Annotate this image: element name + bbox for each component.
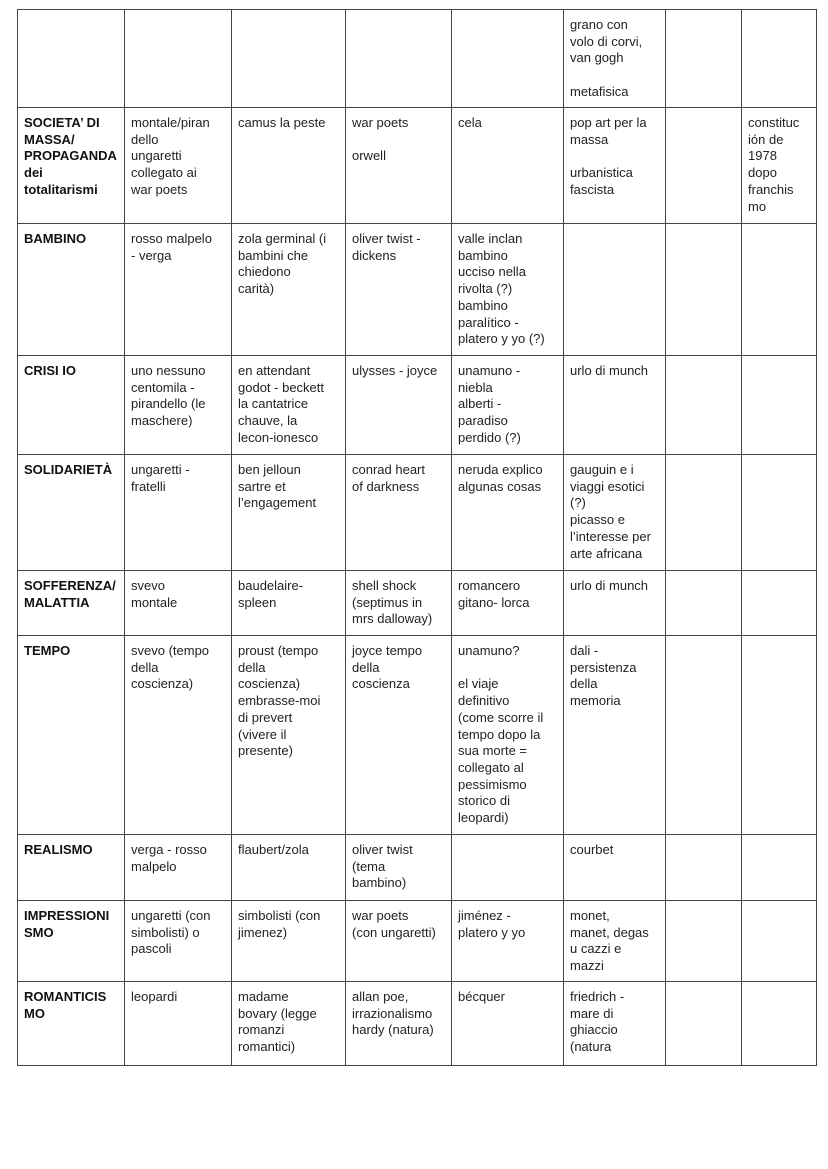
table-row [18,10,817,108]
table-cell: uno nessuno centomila - pirandello (le maschere) [125,356,232,455]
table-cell [125,10,232,108]
table-cell [346,10,452,108]
table-cell [232,10,346,108]
table-cell: allan poe, irrazionalismo hardy (natura) [346,982,452,1066]
table-cell: unamuno - niebla alberti - paradiso perdido (?) [452,356,564,455]
table-cell: bécquer [452,982,564,1066]
table-cell: dali - persistenza della memoria [564,636,666,835]
table-cell [742,835,817,901]
table-cell: flaubert/zola [232,835,346,901]
table-cell: en attendant godot - beckett la cantatrice chauve, la lecon-ionesco [232,356,346,455]
table-row [18,108,817,224]
table-cell: ungaretti (con simbolisti) o pascoli [125,901,232,982]
table-cell: joyce tempo della coscienza [346,636,452,835]
table-row [18,982,817,1066]
table-cell: shell shock (septimus in mrs dalloway) [346,571,452,636]
table-cell [666,108,742,224]
table-cell [666,356,742,455]
table-row [18,356,817,455]
table-cell: verga - rosso malpelo [125,835,232,901]
table-cell: ulysses - joyce [346,356,452,455]
table-cell: urlo di munch [564,356,666,455]
table-cell: baudelaire- spleen [232,571,346,636]
table-cell: courbet [564,835,666,901]
table-cell [564,224,666,356]
table-cell: gauguin e i viaggi esotici (?) picasso e l’interesse per arte africana [564,455,666,571]
table-row [18,224,817,356]
table-cell [666,901,742,982]
table-cell [452,10,564,108]
table-cell [742,356,817,455]
table-cell: romancero gitano- lorca [452,571,564,636]
topic-cell: SOCIETA’ DI MASSA/ PROPAGANDA dei totalitarismi [18,108,125,224]
topic-cell: ROMANTICIS MO [18,982,125,1066]
table-row [18,571,817,636]
table-body [18,10,817,1066]
table-cell: war poets orwell [346,108,452,224]
table-cell: montale/piran dello ungaretti collegato ai war poets [125,108,232,224]
table-cell [666,224,742,356]
table-cell [666,10,742,108]
topic-cell: IMPRESSIONI SMO [18,901,125,982]
table-cell: ungaretti - fratelli [125,455,232,571]
table-cell: svevo (tempo della coscienza) [125,636,232,835]
table-cell: leopardi [125,982,232,1066]
table-cell: jiménez - platero y yo [452,901,564,982]
table-cell: svevo montale [125,571,232,636]
table-cell: neruda explico algunas cosas [452,455,564,571]
table-row [18,455,817,571]
table-cell: zola germinal (i bambini che chiedono carità) [232,224,346,356]
table-cell [742,636,817,835]
table-cell: pop art per la massa urbanistica fascista [564,108,666,224]
table-cell [742,224,817,356]
topic-cell [18,10,125,108]
topics-table [17,9,817,1066]
table-row [18,901,817,982]
table-cell [666,982,742,1066]
table-row [18,636,817,835]
table-cell: constituc ión de 1978 dopo franchis mo [742,108,817,224]
topic-cell: SOFFERENZA/ MALATTIA [18,571,125,636]
topic-cell: BAMBINO [18,224,125,356]
table-cell: unamuno? el viaje definitivo (come scorre il tempo dopo la sua morte = collegato al pessimismo storico di leopardi) [452,636,564,835]
table-cell [666,636,742,835]
table-cell: conrad heart of darkness [346,455,452,571]
table-cell: cela [452,108,564,224]
table-row [18,835,817,901]
table-cell: grano con volo di corvi, van gogh metafisica [564,10,666,108]
table-cell: oliver twist (tema bambino) [346,835,452,901]
topic-cell: CRISI IO [18,356,125,455]
table-cell [742,982,817,1066]
table-cell [666,835,742,901]
table-cell: friedrich - mare di ghiaccio (natura [564,982,666,1066]
table-cell: ben jelloun sartre et l’engagement [232,455,346,571]
topic-cell: SOLIDARIETÀ [18,455,125,571]
table-cell [742,571,817,636]
table-cell: urlo di munch [564,571,666,636]
table-cell: camus la peste [232,108,346,224]
table-cell: valle inclan bambino ucciso nella rivolta (?) bambino paralítico - platero y yo (?) [452,224,564,356]
table-cell [742,901,817,982]
table-cell [666,571,742,636]
table-cell [666,455,742,571]
table-cell [452,835,564,901]
table-cell: war poets (con ungaretti) [346,901,452,982]
table-cell [742,10,817,108]
table-cell: madame bovary (legge romanzi romantici) [232,982,346,1066]
table-cell: oliver twist - dickens [346,224,452,356]
table-cell: rosso malpelo - verga [125,224,232,356]
table-cell [742,455,817,571]
topic-cell: TEMPO [18,636,125,835]
table-cell: proust (tempo della coscienza) embrasse-moi di prevert (vivere il presente) [232,636,346,835]
table-cell: monet, manet, degas u cazzi e mazzi [564,901,666,982]
topic-cell: REALISMO [18,835,125,901]
table-cell: simbolisti (con jimenez) [232,901,346,982]
